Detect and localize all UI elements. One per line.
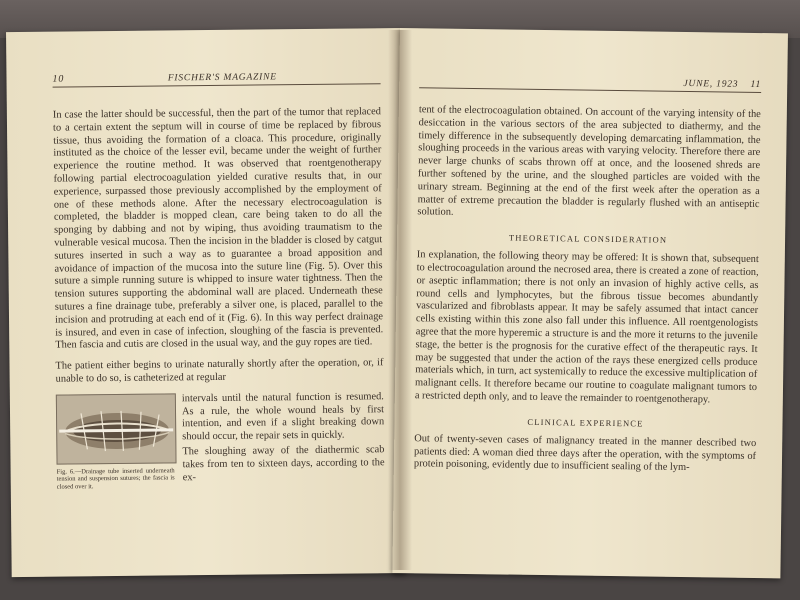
- figure-6: [56, 393, 175, 490]
- right-page-number: 11: [750, 78, 762, 91]
- right-running-head: JUNE, 1923: [683, 78, 739, 90]
- right-paragraph-1: tent of the electrocoagulation obtained. On account of the varying intensity of the desiccation in the various sectors of the area subjected to diathermy, and the timely difference in the subsequently developing demarcating inflammation, the sloughing proceeds in the various areas with varying velocity. Therefore there are never large chunks of scabs thrown off at once, and the loosened shreds are further softened by the urine, and the sloughed particles are voided with the urinary stream. Beginning at the end of the first week after the operation as a matter of extreme precaution the bladder is regularly flushed with an antiseptic solution.: [417, 104, 761, 219]
- section-text-theoretical: In explanation, the following theory may be offered: It is shown that, subsequent to electrocoagulation around the necrosed area, there is created a zone of reaction, or aseptic inflammation; there is not only an invasion of highly active cells, as round cells and lymphocytes, but the fibrous tissue becomes abundantly vascularized and fibroblasts appear. It may be safely assumed that intact cancer cells existing within this zone also fall under this influence. All roentgenologists agree that the more hyperemic a structure is and the more it returns to the juvenile stage, the better is the prognosis for the curative effect of the therapeutic rays. It may be suggested that under the action of the rays these energized cells produce materials which, in turn, act systemically to reduce the excessive multiplication of malignant cells. It therefore became our routine to coagulate malignant tumors to a restricted depth only, and to leave the remainder to roentgenotherapy.: [414, 249, 759, 406]
- section-heading-clinical: CLINICAL EXPERIENCE: [527, 416, 644, 429]
- figure-caption: Fig. 6.—Drainage tube inserted underneath tension and suspension sutures; the fascia is closed over it.: [56, 467, 175, 491]
- figure-block: [56, 391, 385, 491]
- right-page-header: [419, 74, 761, 93]
- figure-side-text: [182, 391, 385, 485]
- left-paragraph-2: The patient either begins to urinate naturally shortly after the operation, or, if unable to do so, is catheterized at regular: [55, 357, 384, 385]
- section-text-clinical: Out of twenty-seven cases of malignancy treated in the manner described two patients died: A woman died three days after the operation, with the symptoms of protein poisoning, evidently due to insufficient sealing of the lym-: [413, 432, 757, 474]
- left-page: [6, 28, 406, 577]
- drainage-tube-figure-image: [56, 393, 177, 464]
- figure-side-paragraph-1: intervals until the natural function is resumed. As a rule, the whole wound heals by first intention, and even if a slight breaking down should occur, the repair sets in quickly.: [181, 390, 385, 443]
- left-paragraph-1: In case the latter should be successful, then the part of the tumor that replaced to a certain extent the septum will in course of time be replaced by fibrous tissue, thus avoiding the formation of a cloaca. This procedure, originally instituted as the choice of the lesser evil, became under the weight of further experience the routine method. It was observed that roentgenotherapy following partial electrocoagulation yielded curative results that, in our experience, surpassed those previously accomplished by the employment of one of these methods alone. After the necessary electrocoagulation is completed, the bladder is mopped clean, care being taken to do all the sponging by dabbing and not by wiping, thus avoiding traumatism to the vulnerable vesical mucosa. Then the incision in the bladder is closed by catgut sutures inserted in such a way as to guarantee a broad apposition and avoidance of impaction of the mucosa into the suture line (Fig. 5). Over this suture a simple running suture is whipped to insure water tightness. Then the tension sutures supporting the abdominal wall are placed. Underneath these sutures a fine drainage tube, preferably a silver one, is placed, parallel to the incision and protruding at each end of it (Fig. 6). In this way perfect drainage is insured, and even in case of infection, sloughing of the fascia is prevented. Then fascia and cutis are closed in the usual way, and the guy ropes are tied.: [52, 106, 384, 351]
- left-page-header: [52, 70, 380, 87]
- book-gutter: [388, 30, 412, 570]
- left-page-number: 10: [52, 73, 65, 85]
- section-heading-theoretical: THEORETICAL CONSIDERATION: [508, 232, 668, 245]
- left-running-head: FISCHER'S MAGAZINE: [167, 72, 277, 84]
- surgical-wound-illustration: [57, 394, 176, 463]
- right-page: [392, 28, 788, 578]
- figure-side-paragraph-2: The sloughing away of the diathermic scab takes from ten to sixteen days, according to the ex-: [182, 444, 385, 483]
